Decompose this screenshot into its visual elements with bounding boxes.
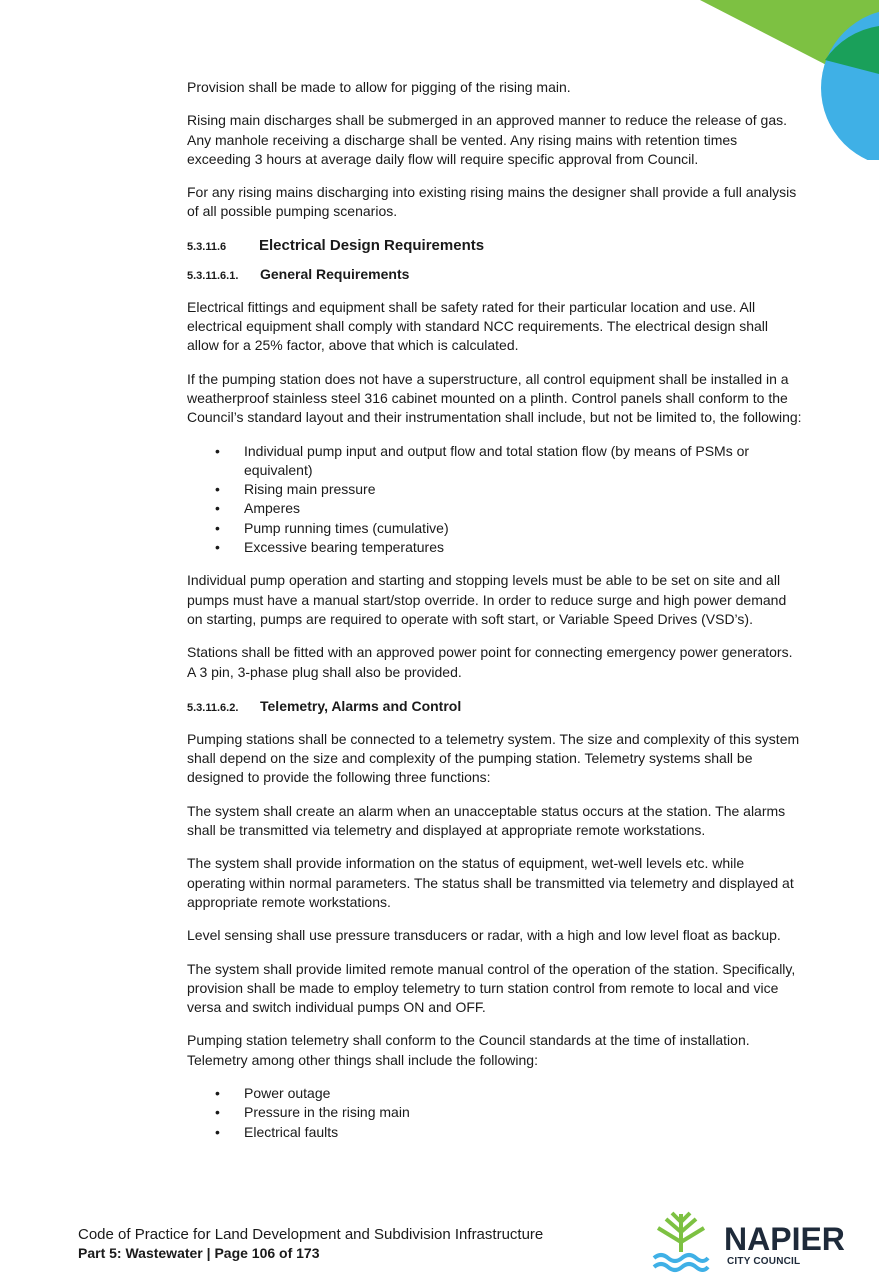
bullet-icon: • (215, 1084, 220, 1101)
paragraph: The system shall create an alarm when an unacceptable status occurs at the station. The alarms shall be transmitted via telemetry and displayed at appropriate remote workstations. (187, 802, 786, 839)
list-item: • Electrical faults (187, 1123, 802, 1142)
section-heading-5-3-11-6-2 (187, 696, 802, 718)
paragraph: Rising main discharges shall be submerged in an approved manner to reduce the release of gas. Any manhole receiving a discharge shall be vented. Any rising mains with retention times exceeding 3 hours at average daily flow will require specific approval from Council. (187, 112, 788, 167)
list-item: • Amperes (187, 499, 802, 518)
paragraph: Electrical fittings and equipment shall be safety rated for their particular location and use. All electrical equipment shall comply with standard NCC requirements. The electrical design shall allow for a 25% factor, above that which is calculated. (187, 298, 769, 354)
dark-green-overlap (825, 26, 879, 74)
paragraph: The system shall provide limited remote manual control of the operation of the station. Specifically, provision shall be made to employ telemetry to turn station control from remote to local and vice versa and switch individual pumps ON and OFF. (187, 960, 796, 1016)
footer-title: Code of Practice for Land Development and Subdivision Infrastructure (78, 1226, 544, 1243)
list-item: • Individual pump input and output flow and total station flow (by means of PSMs or equivalent) (215, 442, 750, 478)
paragraph: Level sensing shall use pressure transducers or radar, with a high and low level float as backup. (187, 927, 781, 944)
blue-corner-circle (821, 9, 879, 160)
paragraph: Individual pump operation and starting and stopping levels must be able to be set on site and all pumps must have a manual start/stop override. In order to reduce surge and high power demand on starting, pumps are required to operate with soft start, or Variable Speed Drives (VSD’s). (187, 572, 787, 627)
section-title: Telemetry, Alarms and Control (260, 697, 462, 714)
telemetry-list (187, 1084, 802, 1142)
bullet-icon: • (215, 539, 220, 556)
section-heading-5-3-11-6 (187, 236, 802, 257)
paragraph: Pumping station telemetry shall conform to the Council standards at the time of installation. Telemetry among other things shall include the following: (187, 1032, 750, 1068)
bullet-icon: • (215, 1104, 220, 1121)
section-number: 5.3.11.6.1. (187, 269, 239, 282)
fern-mark-icon (658, 1213, 704, 1252)
list-item: • Excessive bearing temperatures (187, 538, 802, 557)
paragraph: If the pumping station does not have a superstructure, all control equipment shall be installed in a weatherproof stainless steel 316 cabinet mounted on a plinth. Control panels shall conform to the Council’s standard layout and their instrumentation shall include, but not be limited to, the following: (187, 370, 802, 426)
logo-wordmark: NAPIER (724, 1221, 845, 1257)
page-footer (78, 1225, 543, 1262)
section-heading-5-3-11-6-1 (187, 264, 802, 286)
logo-subtitle: CITY COUNCIL (727, 1256, 801, 1267)
section-title: General Requirements (260, 265, 410, 282)
list-item: • Pressure in the rising main (187, 1103, 802, 1122)
section-number: 5.3.11.6.2. (187, 701, 239, 714)
paragraph: For any rising mains discharging into existing rising mains the designer shall provide a full analysis of all possible pumping scenarios. (187, 184, 797, 220)
paragraph: Pumping stations shall be connected to a telemetry system. The size and complexity of this system shall depend on the size and complexity of the pumping station. Telemetry systems shall be designed to provide the following three functions: (187, 730, 800, 786)
paragraph: Stations shall be fitted with an approved power point for connecting emergency power generators. A 3 pin, 3-phase plug shall also be provided. (187, 644, 793, 680)
list-item: • Power outage (187, 1084, 802, 1103)
section-number: 5.3.11.6 (187, 240, 227, 253)
document-body (187, 78, 802, 1156)
footer-page-info: Part 5: Wastewater | Page 106 of 173 (78, 1245, 320, 1261)
paragraph: The system shall provide information on the status of equipment, wet-well levels etc. while operating within normal parameters. The status shall be transmitted via telemetry and displayed at appropriate remote workstations. (187, 855, 794, 910)
list-item: • Pump running times (cumulative) (187, 519, 802, 538)
bullet-icon: • (215, 442, 220, 459)
wave-mark-icon (654, 1255, 708, 1270)
section-title: Electrical Design Requirements (259, 236, 485, 254)
list-item: • Rising main pressure (187, 480, 802, 499)
bullet-icon: • (215, 1123, 220, 1140)
bullet-icon: • (215, 519, 220, 536)
bullet-icon: • (215, 500, 220, 517)
bullet-icon: • (215, 481, 220, 498)
instrumentation-list (187, 442, 802, 558)
paragraph: Provision shall be made to allow for pigging of the rising main. (187, 79, 571, 95)
